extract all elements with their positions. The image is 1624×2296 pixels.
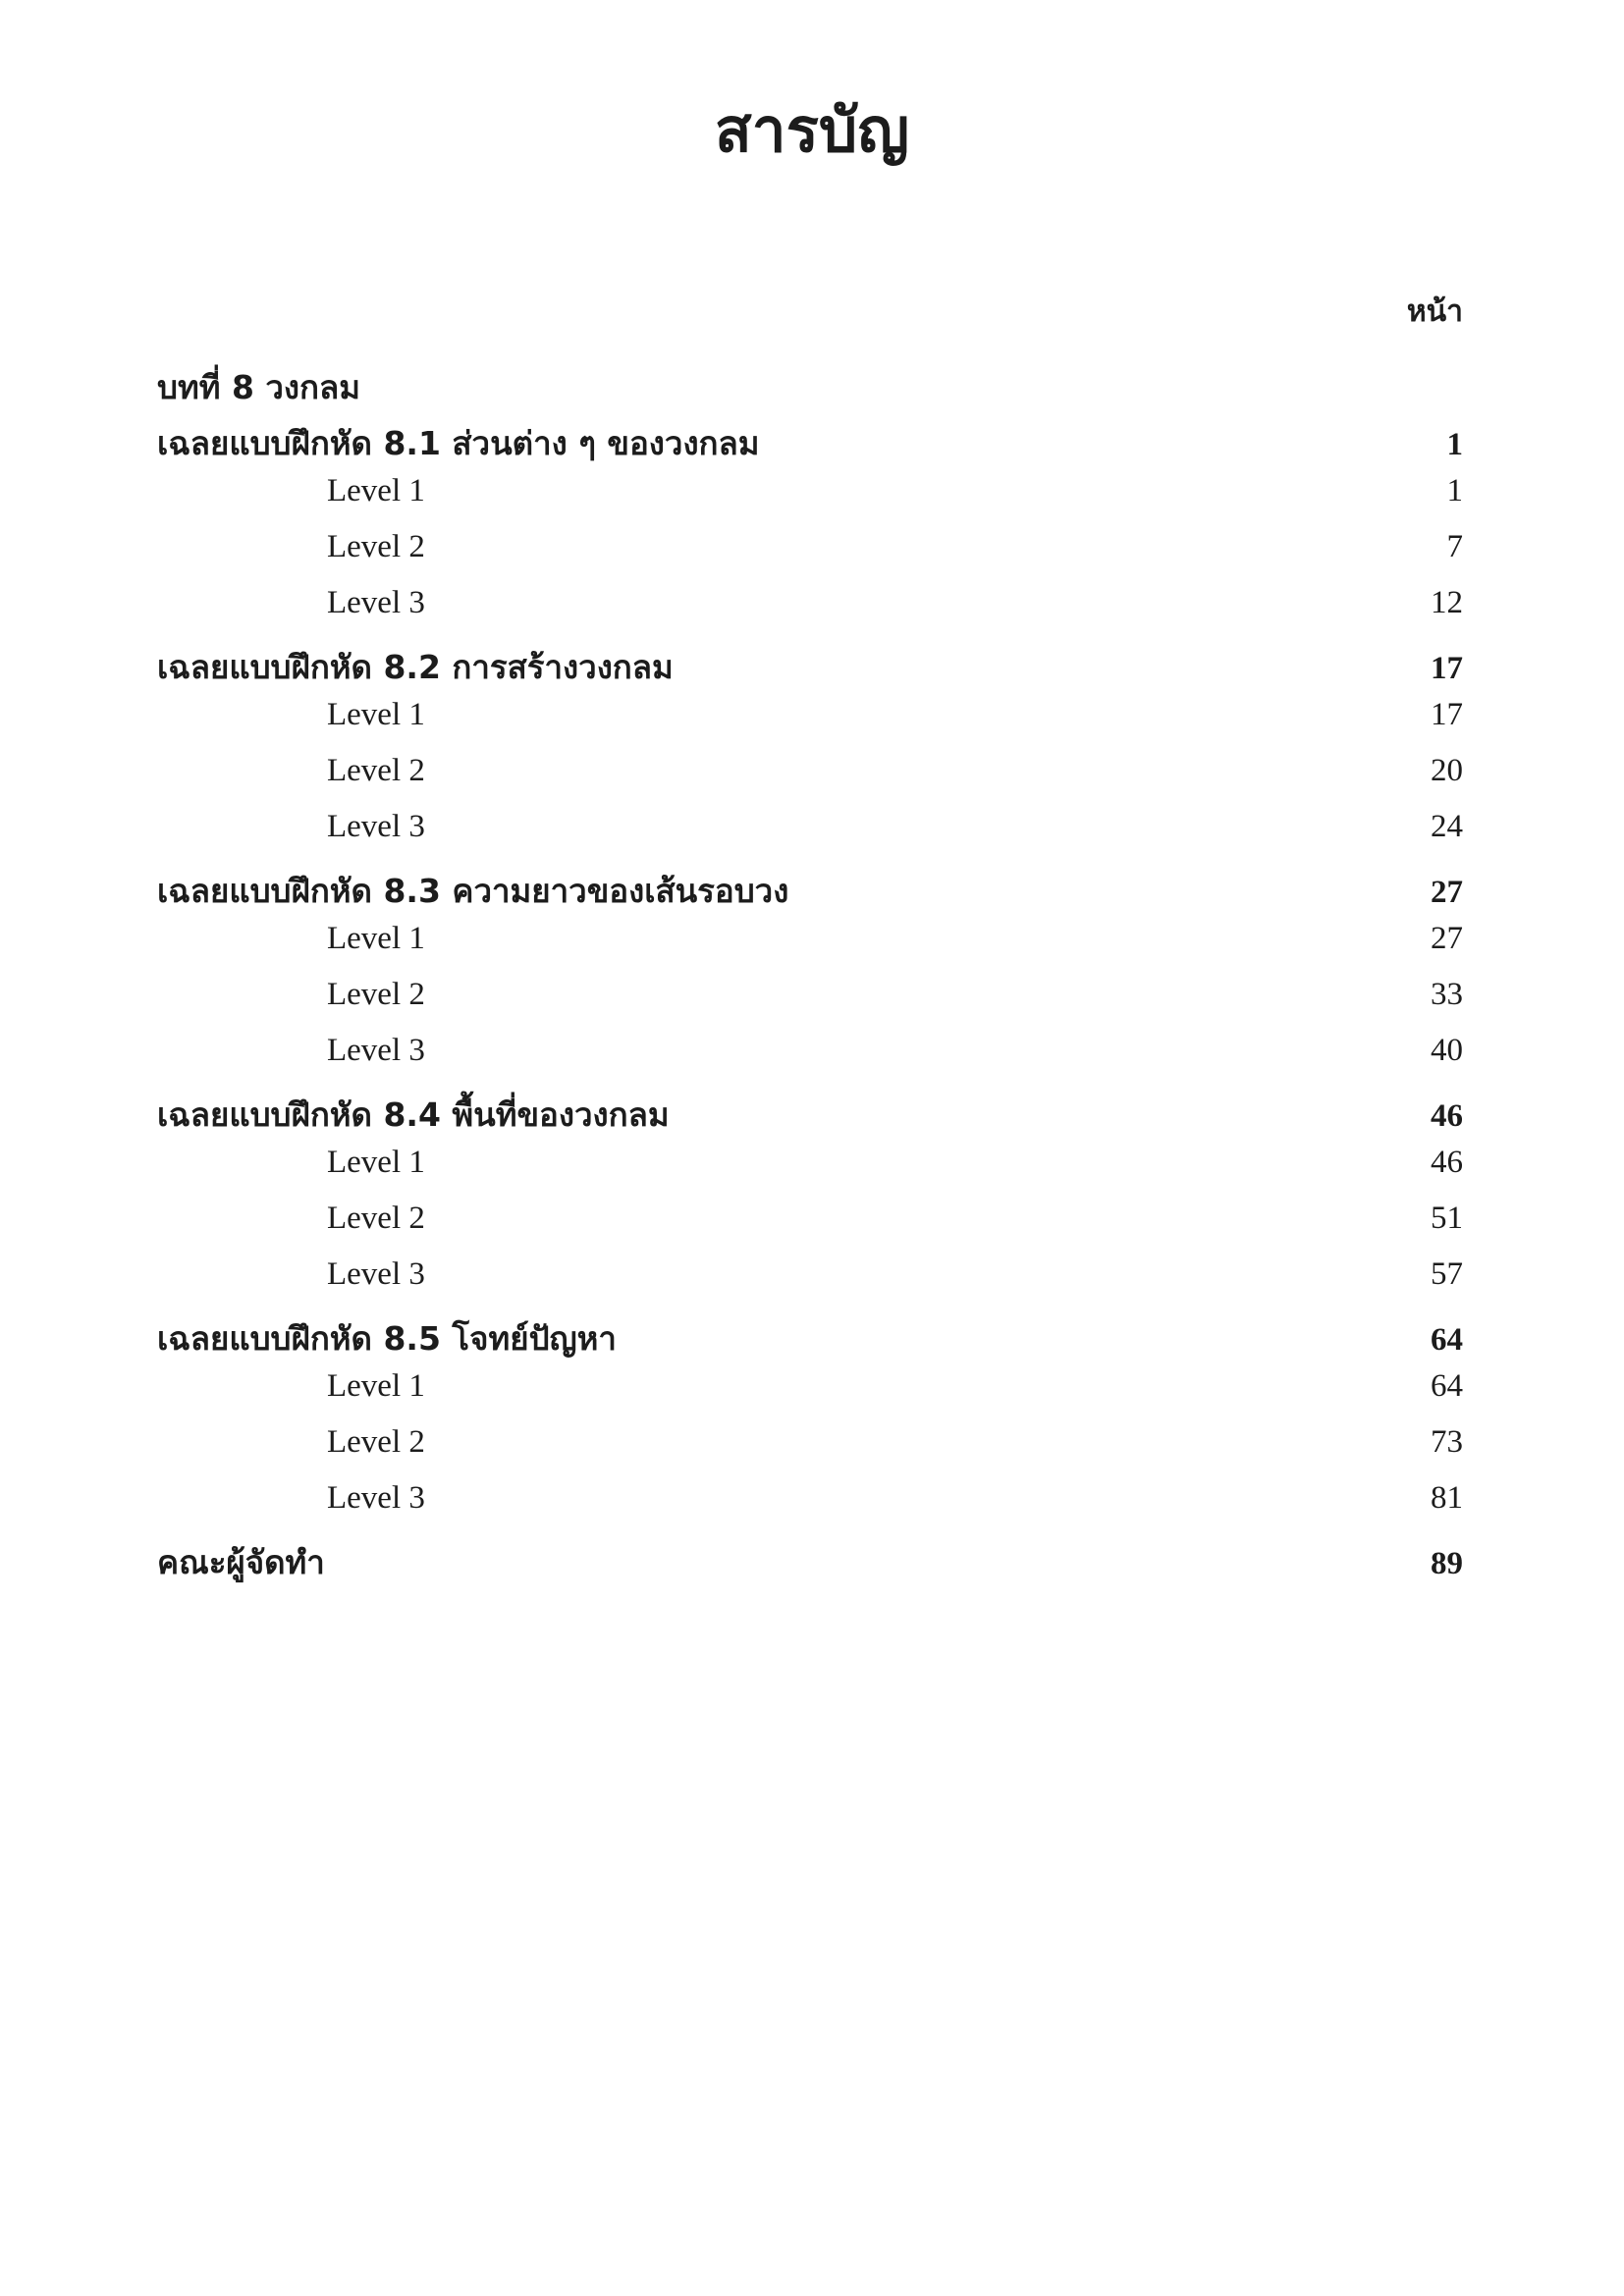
- toc-list: [157, 361, 1463, 1592]
- toc-row: [157, 921, 1463, 977]
- toc-row: [157, 641, 1463, 697]
- toc-row: [157, 1033, 1463, 1089]
- toc-entry-label: Level 1: [327, 1368, 425, 1404]
- toc-entry-label: คณะผู้จัดทำ: [157, 1543, 325, 1581]
- toc-row: [157, 697, 1463, 753]
- toc-entry-label: เฉลยแบบฝึกหัด 8.1 ส่วนต่าง ๆ ของวงกลม: [157, 424, 760, 462]
- toc-row: [157, 529, 1463, 585]
- toc-entry-page: 64: [1431, 1368, 1463, 1404]
- toc-entry-page: 12: [1431, 585, 1463, 620]
- toc-row: [157, 473, 1463, 529]
- page-column-header: หน้า: [1406, 294, 1463, 329]
- toc-entry-label: Level 2: [327, 1424, 425, 1460]
- toc-entry-label: Level 2: [327, 1201, 425, 1236]
- toc-entry-label: Level 1: [327, 697, 425, 732]
- toc-entry-page: 24: [1431, 809, 1463, 844]
- toc-entry-label: Level 3: [327, 1480, 425, 1516]
- toc-row: [157, 977, 1463, 1033]
- toc-row: [157, 417, 1463, 473]
- toc-entry-label: Level 1: [327, 1145, 425, 1180]
- toc-entry-page: 17: [1431, 651, 1463, 686]
- toc-row: [157, 1536, 1463, 1592]
- toc-entry-page: 89: [1431, 1546, 1463, 1581]
- toc-row: [157, 585, 1463, 641]
- toc-row: [157, 1256, 1463, 1312]
- toc-entry-label: Level 1: [327, 921, 425, 956]
- toc-entry-page: 1: [1446, 427, 1463, 462]
- toc-entry-page: 1: [1446, 473, 1463, 508]
- toc-entry-page: 40: [1431, 1033, 1463, 1068]
- toc-entry-page: 7: [1446, 529, 1463, 564]
- toc-row: [157, 1145, 1463, 1201]
- toc-row: [157, 1480, 1463, 1536]
- toc-entry-label: Level 3: [327, 1033, 425, 1068]
- page-title: สารบัญ: [714, 94, 910, 166]
- toc-row: [157, 809, 1463, 865]
- toc-entry-label: เฉลยแบบฝึกหัด 8.4 พื้นที่ของวงกลม: [157, 1095, 670, 1134]
- toc-entry-page: 27: [1431, 921, 1463, 956]
- toc-entry-label: เฉลยแบบฝึกหัด 8.2 การสร้างวงกลม: [157, 648, 674, 686]
- toc-entry-page: 17: [1431, 697, 1463, 732]
- toc-entry-page: 20: [1431, 753, 1463, 788]
- toc-row: [157, 1089, 1463, 1145]
- toc-entry-label: Level 1: [327, 473, 425, 508]
- toc-entry-label: Level 2: [327, 753, 425, 788]
- toc-entry-page: 46: [1431, 1145, 1463, 1180]
- toc-entry-label: เฉลยแบบฝึกหัด 8.5 โจทย์ปัญหา: [157, 1319, 617, 1358]
- toc-entry-label: Level 3: [327, 1256, 425, 1292]
- toc-entry-page: 27: [1431, 875, 1463, 910]
- toc-entry-label: บทที่ 8 วงกลม: [157, 368, 360, 406]
- toc-row: [157, 1368, 1463, 1424]
- toc-row: [157, 361, 1463, 417]
- toc-entry-label: Level 3: [327, 809, 425, 844]
- toc-entry-label: Level 3: [327, 585, 425, 620]
- toc-entry-page: 51: [1431, 1201, 1463, 1236]
- toc-entry-page: 46: [1431, 1098, 1463, 1134]
- toc-entry-page: 73: [1431, 1424, 1463, 1460]
- toc-entry-label: Level 2: [327, 977, 425, 1012]
- toc-row: [157, 1312, 1463, 1368]
- toc-entry-page: 64: [1431, 1322, 1463, 1358]
- toc-entry-label: Level 2: [327, 529, 425, 564]
- toc-entry-label: เฉลยแบบฝึกหัด 8.3 ความยาวของเส้นรอบวง: [157, 872, 789, 910]
- toc-row: [157, 1201, 1463, 1256]
- toc-entry-page: 57: [1431, 1256, 1463, 1292]
- toc-row: [157, 1424, 1463, 1480]
- toc-row: [157, 753, 1463, 809]
- toc-entry-page: 81: [1431, 1480, 1463, 1516]
- toc-row: [157, 865, 1463, 921]
- toc-entry-page: 33: [1431, 977, 1463, 1012]
